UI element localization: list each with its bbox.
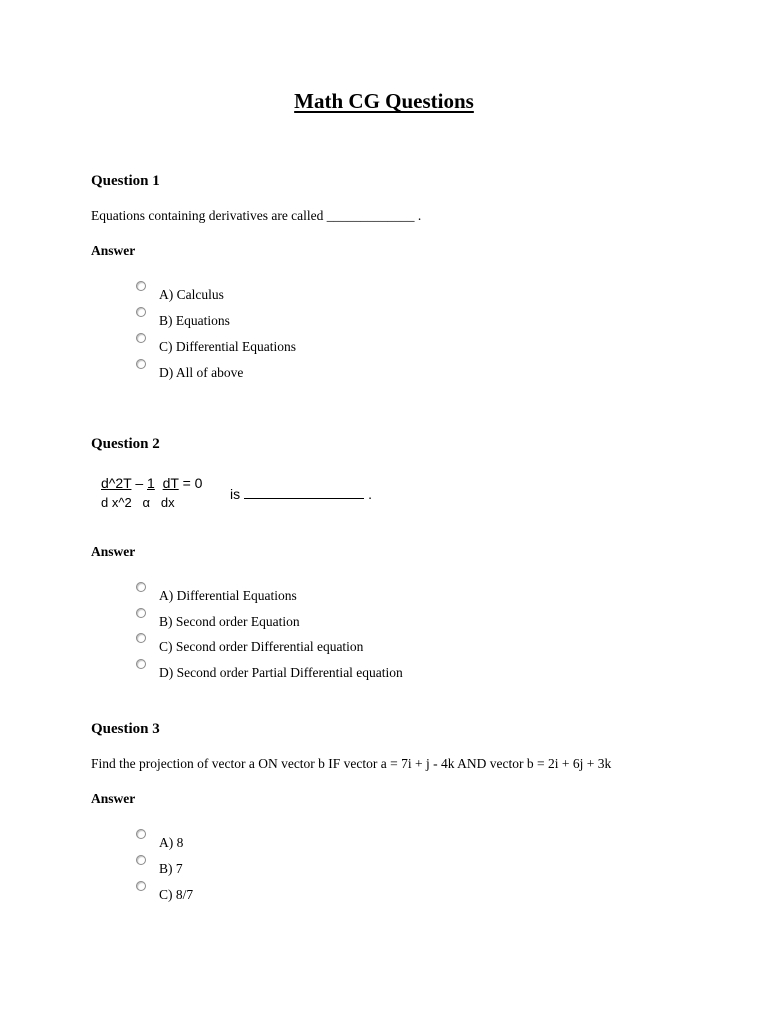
question-1-option-a[interactable] — [136, 281, 224, 302]
option-label: B) Equations — [159, 313, 230, 328]
formula-denominator-row — [101, 495, 175, 510]
question-1-option-c[interactable] — [136, 333, 296, 354]
question-1-text: Equations containing derivatives are called _____________ . — [91, 208, 422, 223]
radio-button[interactable] — [136, 659, 146, 669]
option-label: C) 8/7 — [159, 887, 194, 902]
formula-term: dx — [160, 495, 175, 510]
question-2-option-c[interactable] — [136, 633, 364, 654]
page-title: Math CG Questions — [294, 89, 474, 113]
radio-button[interactable] — [136, 633, 146, 643]
formula-term: α — [142, 495, 151, 510]
option-label: B) 7 — [159, 861, 183, 876]
formula-term: – — [131, 475, 148, 491]
radio-button[interactable] — [136, 333, 146, 343]
option-label: B) Second order Equation — [159, 614, 300, 629]
formula-is-text: is — [230, 486, 241, 502]
question-2-option-b[interactable] — [136, 608, 300, 629]
formula-period: . — [368, 486, 373, 502]
option-label: A) Calculus — [159, 287, 224, 302]
radio-button[interactable] — [136, 582, 146, 592]
formula-term: d x^2 — [101, 495, 132, 510]
formula-term: dT — [162, 475, 179, 491]
formula-term: d^2T — [101, 475, 132, 491]
question-3-option-a[interactable] — [136, 829, 184, 850]
question-3-answer-label: Answer — [91, 791, 136, 806]
option-label: A) Differential Equations — [159, 588, 297, 603]
question-1-option-b[interactable] — [136, 307, 230, 328]
radio-button[interactable] — [136, 855, 146, 865]
option-label: C) Second order Differential equation — [159, 639, 364, 654]
question-3-option-c[interactable] — [136, 881, 194, 902]
blank-line — [244, 486, 364, 499]
formula-term: = 0 — [178, 475, 203, 491]
formula-blank — [230, 486, 372, 502]
question-1-heading: Question 1 — [91, 173, 160, 189]
question-2-option-a[interactable] — [136, 582, 297, 603]
question-2-heading: Question 2 — [91, 436, 160, 452]
option-label: C) Differential Equations — [159, 339, 296, 354]
option-label: D) All of above — [159, 365, 244, 380]
question-3-text: Find the projection of vector a ON vector b IF vector a = 7i + j - 4k AND vector b = 2i + 6j + 3k — [91, 756, 612, 771]
question-3-heading: Question 3 — [91, 721, 160, 737]
radio-button[interactable] — [136, 307, 146, 317]
question-1-option-d[interactable] — [136, 359, 244, 380]
radio-button[interactable] — [136, 881, 146, 891]
radio-button[interactable] — [136, 281, 146, 291]
radio-button[interactable] — [136, 608, 146, 618]
radio-button[interactable] — [136, 829, 146, 839]
formula-numerator-row — [101, 475, 202, 491]
option-label: D) Second order Partial Differential equation — [159, 665, 403, 680]
radio-button[interactable] — [136, 359, 146, 369]
question-3-option-b[interactable] — [136, 855, 183, 876]
question-1-answer-label: Answer — [91, 243, 136, 258]
question-2-option-d[interactable] — [136, 659, 403, 680]
formula-term: 1 — [147, 475, 155, 491]
question-2-answer-label: Answer — [91, 544, 136, 559]
option-label: A) 8 — [159, 835, 184, 850]
